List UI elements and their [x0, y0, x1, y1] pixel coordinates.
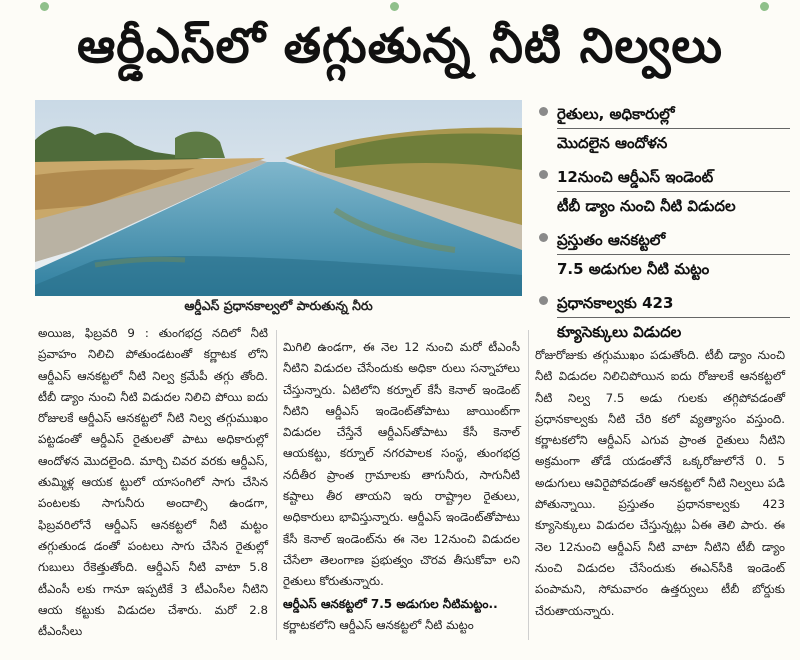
highlight-line: రైతులు, అధికారుల్లో: [557, 100, 790, 129]
highlight-line: క్యూసెక్కులు విడుదల: [557, 323, 682, 341]
column-divider: [528, 330, 529, 640]
article-column-3: [535, 345, 785, 622]
photo-caption: ఆర్డీఎస్ ప్రధానకాల్వలో పారుతున్న నీరు: [184, 298, 373, 313]
highlight-item: [535, 226, 790, 283]
headline: ఆర్డీఎస్‌లో తగ్గుతున్న నీటి నిల్వలు: [76, 18, 724, 74]
highlight-line: ప్రధానకాల్వకు 423: [557, 289, 790, 318]
decor-dot-icon: [760, 2, 769, 11]
column-divider: [276, 330, 277, 640]
bullet-dot-icon: [539, 296, 548, 305]
highlight-item: [535, 163, 790, 220]
article-text: రోజురోజుకు తగ్గుముఖం పడుతోంది. టీబీ డ్యాం నుంచి నీటి విడుదల నిలిచిపోయిన ఐదు రోజులకే ఆనకట్టలో నీటి నిల్వ 7.5 అడు గులకు తగ్గిపోవడంతో ప్రధానకాల్వకు నీటి చేరి కలో వ్యత్యాసం వస్తుంది. కర్ణాటకలోని ఆర్డీఎస్ ఎగువ ప్రాంత రైతులు నీటిని అక్రమంగా తోడే యడంతోనే ఒక్కరోజులోనే 0. 5 అడుగులు ఆవిరైపోవడంతో ఆనకట్టలో నీటి నిల్వలు పడి పోతున్నాయి. ప్రస్తుతం ప్రధానకాల్వకు 423 క్యూసెక్కులు విడుదల చేస్తున్నట్లు ఏఈ తెలి పారు. ఈ నెల 12నుంచి ఆర్డీఎస్ నీటి వాటా నీటిని టీబీ డ్యాం నుంచి విడుదల చేసేందుకు ఈఎన్‌సీకి ఇండెంట్ పంపామని, సోమవారం ఉత్తర్వులు టీబీ బోర్డుకు చేరుతాయన్నారు.: [535, 348, 785, 618]
article-text: అయిజ, ఫిబ్రవరి 9 : తుంగభద్ర నదిలో నీటి ప్రవాహం నిలిచి పోతుండటంతో కర్ణాటక లోని ఆర్డీఎస్ ఆనకట్టలో నీటి నిల్వ క్రమేపీ తగ్గు తోంది. టీబీ డ్యాం నుంచి నీటి విడుదల నిలిచి పోయి ఐదు రోజులకే ఆర్డీఎస్ ఆనకట్టలో నీటి నిల్వ తగ్గుముఖం పట్టడంతో ఆర్డీఎస్ రైతులతో పాటు అధికారుల్లో ఆందోళన మొదలైంది. మార్చి చివర వరకు ఆర్డీఎస్, తుమ్మిళ్ల ఆయక ట్టులో యాసంగిలో సాగు చేసిన పంటలకు సాగునీరు అందాల్సి ఉండగా, ఫిబ్రవరిలోనే ఆర్డీఎస్ ఆనకట్టలో నీటి మట్టం తగ్గుతుండ డంతో పంటలు సాగు చేసిన రైతుల్లో గుబులు రేకెత్తుతోంది. ఆర్డీఎస్ నీటి వాటా 5.8 టీఎంసీ లకు గానూ ఇప్పటికే 3 టీఎంసీల నీటిని ఆయ కట్టుకు విడుదల చేశారు. మరో 2.8 టీఎంసీలు: [38, 326, 268, 639]
decor-dot-icon: [390, 2, 399, 11]
article-text: కర్ణాటకలోని ఆర్డీఎస్ ఆనకట్టలో నీటి మట్టం: [283, 617, 474, 632]
bullet-dot-icon: [539, 233, 548, 242]
article-column-1: [38, 323, 268, 642]
article-subheading: ఆర్డీఎస్ ఆనకట్టలో 7.5 అడుగుల నీటిమట్టం..: [283, 596, 498, 611]
highlights-list: [535, 100, 790, 352]
bullet-dot-icon: [539, 107, 548, 116]
canal-photo: [35, 100, 522, 296]
highlight-item: [535, 100, 790, 157]
highlight-item: [535, 289, 790, 346]
top-decoration-strip: [0, 0, 800, 14]
highlight-line: మొదలైన ఆందోళన: [557, 134, 668, 152]
article-column-2: [283, 337, 520, 636]
highlight-line: 7.5 అడుగుల నీటి మట్టం: [557, 260, 710, 278]
canal-photo-icon: [35, 100, 522, 296]
highlight-line: 12నుంచి ఆర్డీఎస్ ఇండెంట్: [557, 163, 790, 192]
article-text: మిగిలి ఉండగా, ఈ నెల 12 నుంచి మరో టీఎంసీ నీటిని విడుదల చేసేందుకు అధికా రులు సన్నాహాలు చేస్తున్నారు. ఏటిలోని కర్నూల్ కేసీ కెనాల్ ఇండెంట్ నీటిని ఆర్డీఎస్ ఇండెంట్‌తోపాటు జాయింట్‌గా విడుదల చేస్తేనే ఆర్డీఎస్‌తోపాటు కేసీ కెనాల్ ఆయకట్టు, కర్నూల్ నగరపాలక సంస్థ, తుంగభద్ర నదీతీర ప్రాంత గ్రామాలకు తాగునీరు, సాగునీటి కష్టాలు తీర తాయని ఇరు రాష్ట్రాల రైతులు, అధికారులు భావిస్తున్నారు. ఆర్డీఎస్ ఇండెంట్‌తోపాటు కేసీ కెనాల్ ఇండెంట్‌ను ఈ నెల 12నుంచి విడుదల చేసేలా తెలంగాణ ప్రభుత్వం చొరవ తీసుకోవా లని రైతులు కోరుతున్నారు.: [283, 340, 520, 589]
bullet-dot-icon: [539, 170, 548, 179]
highlight-line: ప్రస్తుతం ఆనకట్టలో: [557, 226, 790, 255]
decor-dot-icon: [40, 2, 49, 11]
highlight-line: టీబీ డ్యాం నుంచి నీటి విడుదల: [557, 197, 736, 215]
